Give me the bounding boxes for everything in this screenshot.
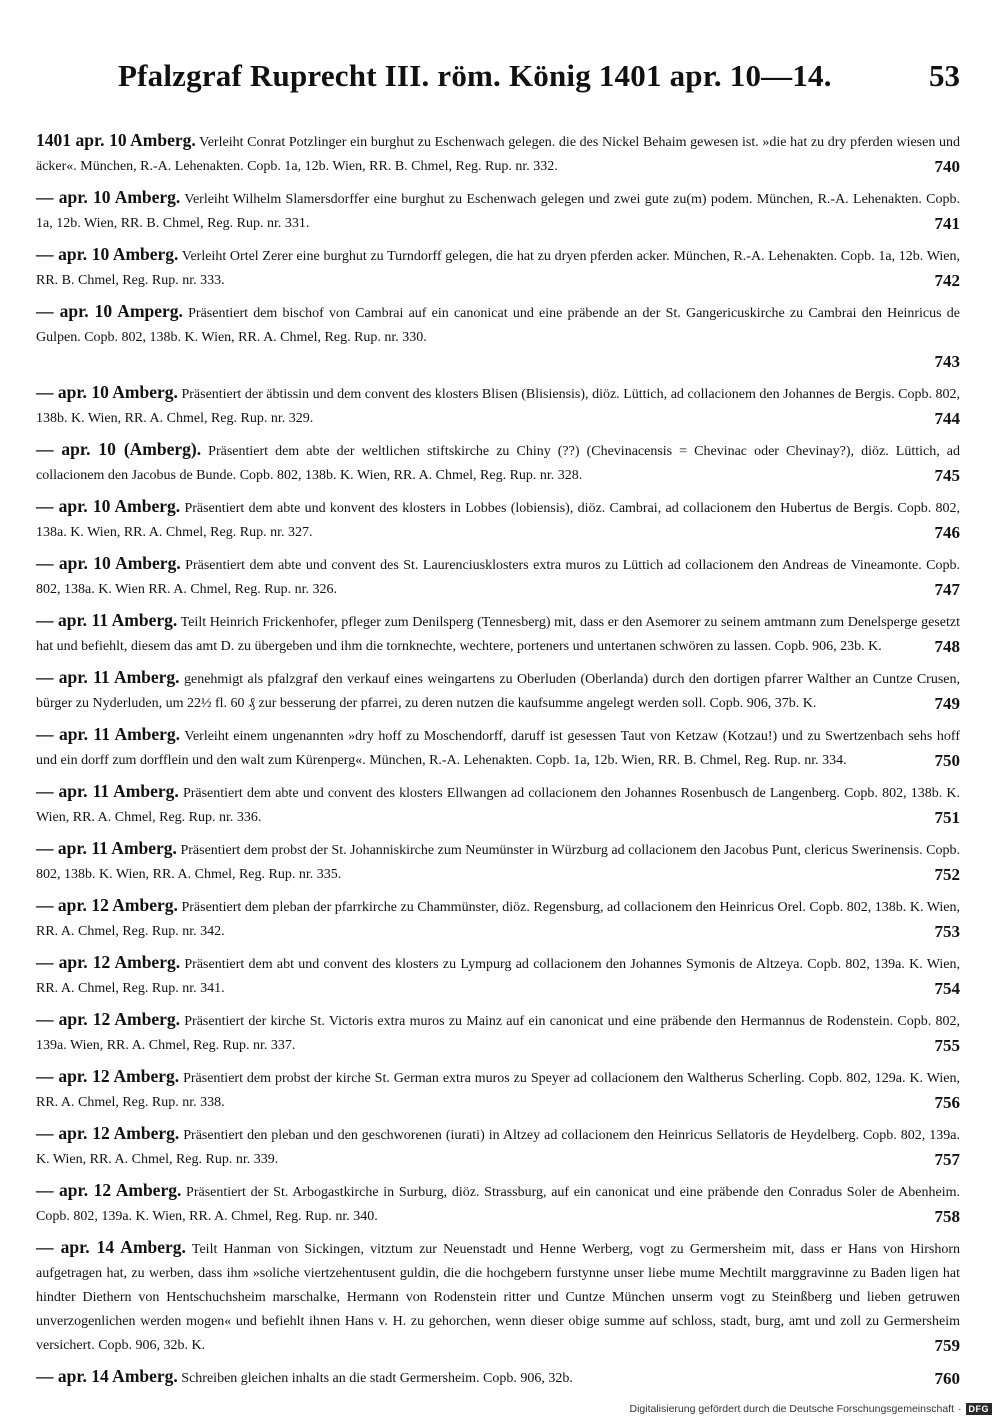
entry-text: Präsentiert dem bischof von Cambrai auf ein canonicat und eine präbende an der St. Gangericuskirche zu Cambrai den Heinricus de Gulpen. Copb. 802, 138b. K. Wien, RR. A. Chmel, Reg. Rup. nr. 330. xyxy=(36,306,961,345)
entry-number: 746 xyxy=(927,521,961,545)
regest-entry xyxy=(36,893,960,944)
entry-number: 747 xyxy=(927,578,961,602)
footer xyxy=(629,1403,992,1415)
entry-date-place: — apr. 14 Amberg. xyxy=(36,1366,178,1386)
entry-text: Präsentiert dem abte und konvent des klosters in Lobbes (lobiensis), diöz. Cambrai, ad collacionem den Hubertus de Bergis. Copb. 802, 138a. K. Wien, RR. A. Chmel, Reg. Rup. nr. 327. xyxy=(36,501,960,540)
regest-entry xyxy=(36,437,960,488)
entry-date-place: — apr. 12 Amberg. xyxy=(36,1066,180,1086)
running-title: Pfalzgraf Ruprecht III. röm. König 1401 apr. 10—14. xyxy=(118,58,832,93)
entry-text: Präsentiert dem pleban der pfarrkirche zu Chammünster, diöz. Regensburg, ad collacionem den Heinricus Orel. Copb. 802, 138b. K. Wien, RR. A. Chmel, Reg. Rup. nr. 342. xyxy=(36,900,960,939)
entry-text: Präsentiert der St. Arbogastkirche in Surburg, diöz. Strassburg, auf ein canonicat und eine präbende den Conradus Soler de Abenheim. Copb. 802, 139a. K. Wien, RR. A. Chmel, Reg. Rup. nr. 340. xyxy=(36,1185,960,1224)
entry-date-place: — apr. 12 Amberg. xyxy=(36,895,178,915)
dfg-logo: DFG xyxy=(966,1403,993,1415)
entry-text: genehmigt als pfalzgraf den verkauf eines weingartens zu Oberluden (Oberlanda) durch den dortigen pfarrer Walther an Cuntze Crusen, bürger zu Nyderluden, um 22½ fl. 60 ₰ zur besserung der pfarrei, zu deren nutzen die kaufsumme angelegt werden soll. Copb. 906, 37b. K. xyxy=(36,672,960,711)
entry-date-place: — apr. 11 Amberg. xyxy=(36,781,179,801)
entry-date-place: — apr. 11 Amberg. xyxy=(36,838,177,858)
funding-credit: Digitalisierung gefördert durch die Deutsche Forschungsgemeinschaft xyxy=(629,1403,954,1415)
regest-entry xyxy=(36,1364,960,1391)
entry-number: 758 xyxy=(927,1205,961,1229)
entry-number: 742 xyxy=(927,269,961,293)
regest-entry xyxy=(36,722,960,773)
entry-text: Präsentiert dem abte der weltlichen stiftskirche zu Chiny (??) (Chevinacensis = Chevinac oder Chevinay?), diöz. Lüttich, ad collacionem den Jacobus de Bunde. Copb. 802, 138b. K. Wien, RR. A. Chmel, Reg. Rup. nr. 328. xyxy=(36,444,960,483)
regest-entry xyxy=(36,665,960,716)
entry-number: 757 xyxy=(927,1148,961,1172)
regest-entry xyxy=(36,1235,960,1358)
entry-date-place: — apr. 10 Amberg. xyxy=(36,496,181,516)
entry-number: 740 xyxy=(927,155,961,179)
entry-date-place: — apr. 11 Amberg. xyxy=(36,667,180,687)
regest-entry xyxy=(36,1007,960,1058)
entry-text: Präsentiert der äbtissin und dem convent des klosters Blisen (Blisiensis), diöz. Lüttich, ad collacionem den Johannes de Bergis. Copb. 802, 138b. K. Wien, RR. A. Chmel, Reg. Rup. nr. 329. xyxy=(36,387,960,426)
separator: · xyxy=(958,1403,962,1415)
entry-text: Teilt Hanman von Sickingen, vitztum zur Neuenstadt und Henne Werberg, vogt zu Germersheim mit, dass er Hans von Hirshorn aufgetragen hat, zu werben, dass ihm »soliche viertzehentusent guldin, die die hochgebern furstynne unser liebe mume Mechtilt marggravinne zu Baden ligen hat hindter Diethern von Hentschuchsheim marschalke, Hermann von Rodenstein ritter und Cuntze München unserm vogt zu Steinßberg und lieben getruwen unverzogenlichen werden mogen« und befiehlt ihnen Hans v. H. zu gehorchen, wenn dieser obige summe auf schloss, stadt, burg, amt und zoll zu Germersheim versichert. Copb. 906, 32b. K. xyxy=(36,1242,961,1353)
regest-entry xyxy=(36,779,960,830)
entry-text: Verleiht Ortel Zerer eine burghut zu Turndorff gelegen, die hat zu dryen pferden acker. München, R.-A. Lehenakten. Copb. 1a, 12b. Wien, RR. B. Chmel, Reg. Rup. nr. 333. xyxy=(36,249,960,288)
entry-date-place: — apr. 11 Amberg. xyxy=(36,610,178,630)
entry-date-place: — apr. 10 Amberg. xyxy=(36,553,181,573)
entry-text: Teilt Heinrich Frickenhofer, pfleger zum Denilsperg (Tennesberg) mit, dass er den Asemorer zu seinem amtmann zum Denelsperge gesetzt hat und befiehlt, diesem das amt D. zu übergeben und ihm die tornknechte, wechtere, porteners und untertanen schwören zu lassen. Copb. 906, 23b. K. xyxy=(36,615,960,654)
entry-text: Präsentiert dem abte und convent des klosters Ellwangen ad collacionem den Johannes Rosenbusch de Langenberg. Copb. 802, 138b. K. Wien, RR. A. Chmel, Reg. Rup. nr. 336. xyxy=(36,786,960,825)
entry-number: 753 xyxy=(927,920,961,944)
entry-date-place: 1401 apr. 10 Amberg. xyxy=(36,130,196,150)
regest-entry xyxy=(36,242,960,293)
page-number: 53 xyxy=(929,58,960,93)
entry-number: 751 xyxy=(927,806,961,830)
regest-entry xyxy=(36,950,960,1001)
entry-number: 750 xyxy=(927,749,961,773)
regest-entry xyxy=(36,494,960,545)
regest-entry xyxy=(36,185,960,236)
entry-date-place: — apr. 10 Amberg. xyxy=(36,244,179,264)
entry-text: Präsentiert der kirche St. Victoris extra muros zu Mainz auf ein canonicat und eine präbende den Hermannus de Rodenstein. Copb. 802, 139a. Wien, RR. A. Chmel, Reg. Rup. nr. 337. xyxy=(36,1014,960,1053)
entry-number: 756 xyxy=(927,1091,961,1115)
entry-date-place: — apr. 11 Amberg. xyxy=(36,724,181,744)
entry-text: Präsentiert dem abt und convent des klosters zu Lympurg ad collacionem den Johannes Symonis de Altzeya. Copb. 802, 139a. K. Wien, RR. A. Chmel, Reg. Rup. nr. 341. xyxy=(36,957,961,996)
entry-text: Schreiben gleichen inhalts an die stadt Germersheim. Copb. 906, 32b. xyxy=(181,1371,573,1386)
entry-date-place: — apr. 12 Amberg. xyxy=(36,1180,182,1200)
entry-number: 745 xyxy=(927,464,961,488)
entry-number: 759 xyxy=(927,1334,961,1358)
entry-number: 741 xyxy=(927,212,961,236)
entry-number: 744 xyxy=(927,407,961,431)
entry-text: Verleiht einem ungenannten »dry hoff zu Moschendorff, daruff ist gesessen Taut von Ketzaw (Kotzau!) und zu Swertzenbach sehs hoff und ein dorff zum dorfflein und den walt zum Kürenperg«. München, R.-A. Lehenakten. Copb. 1a, 12b. Wien, RR. B. Chmel, Reg. Rup. nr. 334. xyxy=(36,729,960,768)
entry-date-place: — apr. 10 Amperg. xyxy=(36,301,183,321)
entry-date-place: — apr. 14 Amberg. xyxy=(36,1237,186,1257)
entry-date-place: — apr. 12 Amberg. xyxy=(36,1009,181,1029)
entry-date-place: — apr. 10 Amberg. xyxy=(36,382,178,402)
entry-date-place: — apr. 10 Amberg. xyxy=(36,187,181,207)
entry-text: Präsentiert dem probst der St. Johanniskirche zum Neumünster in Würzburg ad collacionem den Jacobus Punt, clericus Swerinensis. Copb. 802, 138b. K. Wien, RR. A. Chmel, Reg. Rup. nr. 335. xyxy=(36,843,961,882)
entry-number: 755 xyxy=(927,1034,961,1058)
entry-text: Verleiht Conrat Potzlinger ein burghut zu Eschenwach gelegen. die des Nickel Behaim gewesen ist. »die hat zu dry pferden wiesen und äcker«. München, R.-A. Lehenakten. Copb. 1a, 12b. Wien, RR. B. Chmel, Reg. Rup. nr. 332. xyxy=(36,135,960,174)
entry-number: 743 xyxy=(36,350,960,374)
regest-entry xyxy=(36,1178,960,1229)
entry-text: Verleiht Wilhelm Slamersdorffer eine burghut zu Eschenwach gelegen und zwei gute zu(m) podem. München, R.-A. Lehenakten. Copb. 1a, 12b. Wien, RR. B. Chmel, Reg. Rup. nr. 331. xyxy=(36,192,960,231)
entry-number: 752 xyxy=(927,863,961,887)
regest-entry xyxy=(36,128,960,179)
regest-entry xyxy=(36,1121,960,1172)
entry-date-place: — apr. 12 Amberg. xyxy=(36,952,181,972)
entry-text: Präsentiert dem abte und convent des St. Laurenciusklosters extra muros zu Lüttich ad collacionem den Andreas de Vineamonte. Copb. 802, 138a. K. Wien RR. A. Chmel, Reg. Rup. nr. 326. xyxy=(36,558,960,597)
regest-entry xyxy=(36,299,960,374)
entry-number: 748 xyxy=(927,635,961,659)
regest-entry xyxy=(36,608,960,659)
entry-text: Präsentiert dem probst der kirche St. German extra muros zu Speyer ad collacionem den Waltherus Scherling. Copb. 802, 129a. K. Wien, RR. A. Chmel, Reg. Rup. nr. 338. xyxy=(36,1071,961,1110)
regest-entry xyxy=(36,380,960,431)
regest-entry xyxy=(36,551,960,602)
entry-text: Präsentiert den pleban und den geschworenen (iurati) in Altzey ad collacionem den Heinricus Sellatoris de Heydelberg. Copb. 802, 139a. K. Wien, RR. A. Chmel, Reg. Rup. nr. 339. xyxy=(36,1128,960,1167)
entry-number: 760 xyxy=(927,1367,961,1391)
page-header xyxy=(118,58,960,94)
entry-date-place: — apr. 10 (Amberg). xyxy=(36,439,202,459)
regesta-list xyxy=(36,128,960,1397)
regest-entry xyxy=(36,836,960,887)
regest-entry xyxy=(36,1064,960,1115)
entry-number: 754 xyxy=(927,977,961,1001)
entry-number: 749 xyxy=(927,692,961,716)
entry-date-place: — apr. 12 Amberg. xyxy=(36,1123,180,1143)
